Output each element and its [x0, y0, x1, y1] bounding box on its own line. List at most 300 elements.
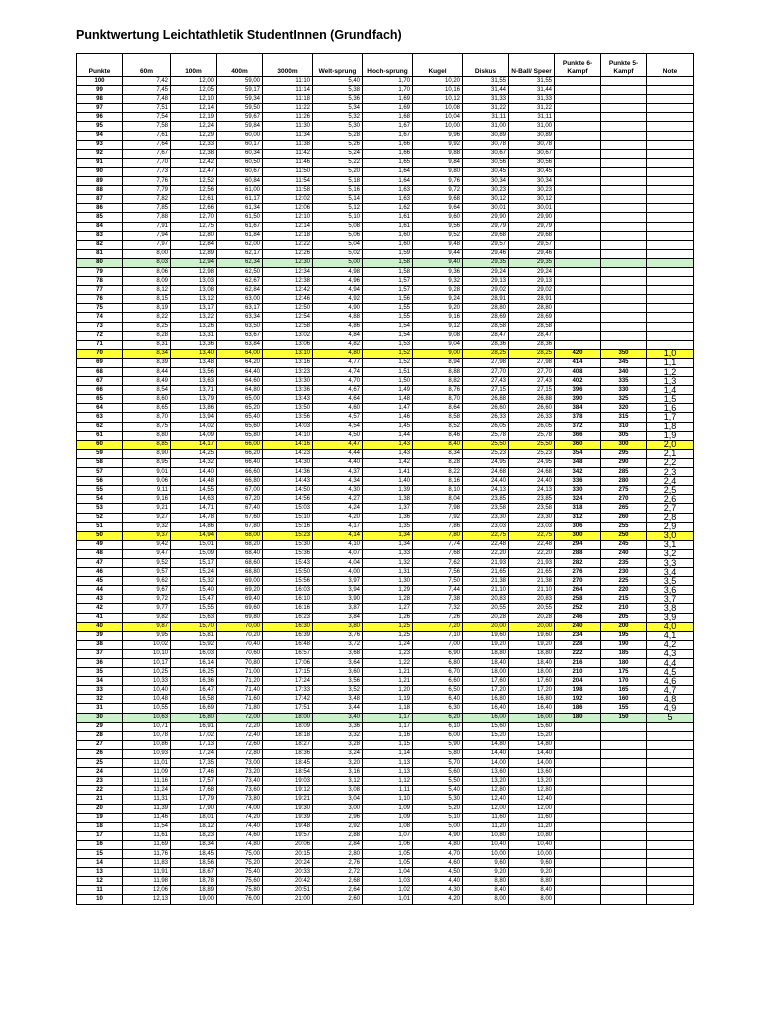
- cell-long-jump: 2,92: [313, 822, 363, 831]
- cell-100m: 12,84: [171, 240, 217, 249]
- cell-shot-put: 10,04: [413, 113, 463, 122]
- cell-points: 44: [77, 586, 123, 595]
- cell-shot-put: 10,12: [413, 95, 463, 104]
- cell-grade: [647, 222, 694, 231]
- table-row: [77, 749, 694, 758]
- cell-high-jump: 1,63: [363, 195, 413, 204]
- cell-3000m: 15:50: [263, 568, 313, 577]
- cell-points: 64: [77, 404, 123, 413]
- cell-3000m: 18:18: [263, 731, 313, 740]
- cell-discus: 28,80: [463, 304, 509, 313]
- cell-100m: 15,47: [171, 595, 217, 604]
- cell-60m: 9,57: [123, 568, 171, 577]
- cell-400m: 69,00: [217, 577, 263, 586]
- cell-long-jump: 3,68: [313, 649, 363, 658]
- cell-high-jump: 1,17: [363, 722, 413, 731]
- cell-high-jump: 1,23: [363, 649, 413, 658]
- cell-discus: 22,48: [463, 540, 509, 549]
- cell-high-jump: 1,34: [363, 540, 413, 549]
- cell-points: 24: [77, 768, 123, 777]
- cell-grade: 4,9: [647, 704, 694, 713]
- cell-long-jump: 3,36: [313, 722, 363, 731]
- cell-400m: 64,60: [217, 377, 263, 386]
- cell-heptathlon-points: [555, 731, 601, 740]
- cell-high-jump: 1,31: [363, 568, 413, 577]
- cell-3000m: 20:15: [263, 849, 313, 858]
- table-row: [77, 158, 694, 167]
- cell-long-jump: 4,90: [313, 304, 363, 313]
- cell-400m: 62,67: [217, 277, 263, 286]
- cell-grade: 3,2: [647, 549, 694, 558]
- cell-points: 18: [77, 822, 123, 831]
- table-row: [77, 868, 694, 877]
- cell-long-jump: 3,28: [313, 740, 363, 749]
- header-shot-put: Kugel: [413, 54, 463, 77]
- cell-ball-javelin: 9,60: [509, 859, 555, 868]
- cell-100m: 15,09: [171, 549, 217, 558]
- cell-400m: 62,00: [217, 240, 263, 249]
- cell-shot-put: 10,16: [413, 86, 463, 95]
- cell-60m: 7,85: [123, 204, 171, 213]
- cell-pentathlon-points: [601, 286, 647, 295]
- cell-long-jump: 4,86: [313, 322, 363, 331]
- cell-100m: 12,80: [171, 231, 217, 240]
- cell-grade: 2,4: [647, 477, 694, 486]
- cell-60m: 7,48: [123, 95, 171, 104]
- cell-long-jump: 5,26: [313, 140, 363, 149]
- cell-3000m: 12:18: [263, 231, 313, 240]
- cell-ball-javelin: 26,33: [509, 413, 555, 422]
- cell-3000m: 12:34: [263, 267, 313, 276]
- cell-grade: 1,5: [647, 395, 694, 404]
- table-row: [77, 340, 694, 349]
- cell-high-jump: 1,36: [363, 513, 413, 522]
- cell-high-jump: 1,32: [363, 558, 413, 567]
- cell-discus: 14,80: [463, 740, 509, 749]
- cell-discus: 16,00: [463, 713, 509, 722]
- table-row: [77, 804, 694, 813]
- cell-ball-javelin: 24,13: [509, 486, 555, 495]
- cell-100m: 13,56: [171, 368, 217, 377]
- cell-shot-put: 7,20: [413, 622, 463, 631]
- cell-400m: 67,20: [217, 495, 263, 504]
- cell-pentathlon-points: 235: [601, 558, 647, 567]
- cell-60m: 9,32: [123, 522, 171, 531]
- cell-shot-put: 9,20: [413, 304, 463, 313]
- cell-3000m: 13:06: [263, 340, 313, 349]
- cell-3000m: 15:43: [263, 558, 313, 567]
- table-row: [77, 722, 694, 731]
- cell-100m: 13,12: [171, 295, 217, 304]
- cell-points: 34: [77, 677, 123, 686]
- cell-ball-javelin: 25,50: [509, 440, 555, 449]
- cell-ball-javelin: 30,56: [509, 158, 555, 167]
- cell-60m: 7,76: [123, 177, 171, 186]
- cell-discus: 18,00: [463, 668, 509, 677]
- cell-400m: 73,80: [217, 795, 263, 804]
- cell-long-jump: 2,68: [313, 877, 363, 886]
- cell-long-jump: 3,00: [313, 804, 363, 813]
- cell-ball-javelin: 20,55: [509, 604, 555, 613]
- cell-60m: 7,54: [123, 113, 171, 122]
- cell-60m: 11,16: [123, 777, 171, 786]
- cell-ball-javelin: 14,40: [509, 749, 555, 758]
- cell-grade: 4,2: [647, 640, 694, 649]
- cell-pentathlon-points: [601, 140, 647, 149]
- cell-shot-put: 9,28: [413, 286, 463, 295]
- cell-high-jump: 1,51: [363, 368, 413, 377]
- cell-ball-javelin: 18,40: [509, 659, 555, 668]
- cell-high-jump: 1,50: [363, 377, 413, 386]
- cell-pentathlon-points: 345: [601, 358, 647, 367]
- cell-heptathlon-points: 354: [555, 449, 601, 458]
- cell-3000m: 11:14: [263, 86, 313, 95]
- cell-3000m: 13:10: [263, 349, 313, 358]
- cell-ball-javelin: 30,34: [509, 177, 555, 186]
- cell-400m: 66,40: [217, 458, 263, 467]
- cell-heptathlon-points: 420: [555, 349, 601, 358]
- cell-high-jump: 1,48: [363, 395, 413, 404]
- cell-shot-put: 7,44: [413, 586, 463, 595]
- cell-high-jump: 1,35: [363, 522, 413, 531]
- cell-ball-javelin: 29,79: [509, 222, 555, 231]
- cell-100m: 16,14: [171, 659, 217, 668]
- cell-pentathlon-points: [601, 822, 647, 831]
- cell-3000m: 18:54: [263, 768, 313, 777]
- cell-pentathlon-points: [601, 740, 647, 749]
- cell-pentathlon-points: [601, 731, 647, 740]
- cell-grade: 2,6: [647, 495, 694, 504]
- cell-pentathlon-points: 265: [601, 504, 647, 513]
- cell-60m: 9,87: [123, 622, 171, 631]
- cell-points: 28: [77, 731, 123, 740]
- cell-ball-javelin: 25,23: [509, 449, 555, 458]
- cell-high-jump: 1,42: [363, 458, 413, 467]
- table-row: [77, 677, 694, 686]
- cell-3000m: 16:03: [263, 586, 313, 595]
- table-row: [77, 704, 694, 713]
- cell-shot-put: 10,00: [413, 122, 463, 131]
- cell-3000m: 12:02: [263, 195, 313, 204]
- cell-100m: 16,25: [171, 668, 217, 677]
- cell-discus: 10,80: [463, 831, 509, 840]
- cell-high-jump: 1,16: [363, 731, 413, 740]
- cell-400m: 72,20: [217, 722, 263, 731]
- cell-shot-put: 9,08: [413, 331, 463, 340]
- cell-3000m: 19:39: [263, 813, 313, 822]
- cell-shot-put: 9,72: [413, 186, 463, 195]
- cell-heptathlon-points: [555, 104, 601, 113]
- header-high-jump: Hoch-sprung: [363, 54, 413, 77]
- cell-400m: 68,40: [217, 549, 263, 558]
- cell-high-jump: 1,63: [363, 186, 413, 195]
- cell-heptathlon-points: [555, 122, 601, 131]
- cell-100m: 16,58: [171, 695, 217, 704]
- cell-ball-javelin: 27,15: [509, 386, 555, 395]
- cell-points: 84: [77, 222, 123, 231]
- cell-points: 25: [77, 759, 123, 768]
- cell-3000m: 11:42: [263, 149, 313, 158]
- table-row: [77, 522, 694, 531]
- cell-60m: 9,52: [123, 558, 171, 567]
- cell-high-jump: 1,59: [363, 249, 413, 258]
- cell-long-jump: 3,20: [313, 759, 363, 768]
- table-row: [77, 813, 694, 822]
- cell-high-jump: 1,01: [363, 895, 413, 904]
- cell-60m: 10,48: [123, 695, 171, 704]
- cell-shot-put: 9,24: [413, 295, 463, 304]
- cell-3000m: 13:30: [263, 377, 313, 386]
- cell-grade: 3,3: [647, 558, 694, 567]
- cell-3000m: 13:16: [263, 358, 313, 367]
- table-row: [77, 304, 694, 313]
- cell-shot-put: 8,16: [413, 477, 463, 486]
- table-row: [77, 349, 694, 358]
- cell-400m: 59,67: [217, 113, 263, 122]
- cell-60m: 9,95: [123, 631, 171, 640]
- cell-ball-javelin: 13,60: [509, 768, 555, 777]
- cell-long-jump: 3,44: [313, 704, 363, 713]
- table-row: [77, 231, 694, 240]
- cell-shot-put: 5,60: [413, 768, 463, 777]
- table-row: [77, 413, 694, 422]
- cell-pentathlon-points: [601, 813, 647, 822]
- cell-grade: [647, 177, 694, 186]
- cell-shot-put: 9,80: [413, 167, 463, 176]
- cell-high-jump: 1,69: [363, 95, 413, 104]
- table-row: [77, 486, 694, 495]
- cell-grade: 3,1: [647, 540, 694, 549]
- cell-discus: 23,85: [463, 495, 509, 504]
- cell-heptathlon-points: [555, 195, 601, 204]
- cell-points: 62: [77, 422, 123, 431]
- cell-100m: 12,14: [171, 104, 217, 113]
- table-row: [77, 249, 694, 258]
- cell-long-jump: 3,40: [313, 713, 363, 722]
- cell-high-jump: 1,13: [363, 768, 413, 777]
- cell-ball-javelin: 21,10: [509, 586, 555, 595]
- cell-100m: 13,94: [171, 413, 217, 422]
- cell-grade: [647, 122, 694, 131]
- cell-grade: [647, 240, 694, 249]
- header-pentathlon-points: Punkte 5-Kampf: [601, 54, 647, 77]
- cell-pentathlon-points: [601, 749, 647, 758]
- table-row: [77, 504, 694, 513]
- cell-heptathlon-points: [555, 295, 601, 304]
- table-row: [77, 695, 694, 704]
- cell-discus: 20,83: [463, 595, 509, 604]
- header-heptathlon-points: Punkte 6-Kampf: [555, 54, 601, 77]
- cell-60m: 10,86: [123, 740, 171, 749]
- cell-pentathlon-points: 190: [601, 640, 647, 649]
- cell-long-jump: 2,96: [313, 813, 363, 822]
- cell-ball-javelin: 11,20: [509, 822, 555, 831]
- cell-100m: 13,71: [171, 386, 217, 395]
- cell-100m: 16,03: [171, 649, 217, 658]
- table-row: [77, 740, 694, 749]
- cell-shot-put: 4,60: [413, 859, 463, 868]
- cell-heptathlon-points: 336: [555, 477, 601, 486]
- cell-long-jump: 3,84: [313, 613, 363, 622]
- cell-3000m: 18:36: [263, 749, 313, 758]
- cell-long-jump: 4,17: [313, 522, 363, 531]
- cell-pentathlon-points: [601, 122, 647, 131]
- cell-100m: 15,32: [171, 577, 217, 586]
- cell-long-jump: 5,18: [313, 177, 363, 186]
- cell-points: 27: [77, 740, 123, 749]
- cell-100m: 18,78: [171, 877, 217, 886]
- cell-shot-put: 7,68: [413, 549, 463, 558]
- cell-400m: 64,80: [217, 386, 263, 395]
- cell-100m: 15,63: [171, 613, 217, 622]
- cell-100m: 15,70: [171, 622, 217, 631]
- cell-400m: 70,40: [217, 640, 263, 649]
- cell-ball-javelin: 19,20: [509, 640, 555, 649]
- cell-3000m: 12:10: [263, 213, 313, 222]
- cell-3000m: 20:51: [263, 886, 313, 895]
- cell-3000m: 14:10: [263, 431, 313, 440]
- cell-long-jump: 5,38: [313, 86, 363, 95]
- cell-high-jump: 1,25: [363, 631, 413, 640]
- cell-discus: 21,38: [463, 577, 509, 586]
- cell-shot-put: 10,08: [413, 104, 463, 113]
- cell-60m: 8,60: [123, 395, 171, 404]
- header-points: Punkte: [77, 54, 123, 77]
- cell-shot-put: 8,28: [413, 458, 463, 467]
- cell-points: 14: [77, 859, 123, 868]
- cell-shot-put: 8,64: [413, 404, 463, 413]
- cell-high-jump: 1,70: [363, 86, 413, 95]
- cell-shot-put: 8,58: [413, 413, 463, 422]
- cell-400m: 65,80: [217, 431, 263, 440]
- cell-60m: 9,37: [123, 531, 171, 540]
- cell-discus: 14,00: [463, 759, 509, 768]
- cell-high-jump: 1,55: [363, 313, 413, 322]
- cell-high-jump: 1,27: [363, 604, 413, 613]
- cell-discus: 20,28: [463, 613, 509, 622]
- cell-points: 16: [77, 840, 123, 849]
- cell-discus: 13,60: [463, 768, 509, 777]
- cell-points: 23: [77, 777, 123, 786]
- points-table: [76, 53, 694, 905]
- cell-long-jump: 3,80: [313, 622, 363, 631]
- table-row: [77, 313, 694, 322]
- cell-3000m: 13:23: [263, 368, 313, 377]
- table-row: [77, 140, 694, 149]
- cell-grade: [647, 131, 694, 140]
- cell-heptathlon-points: [555, 286, 601, 295]
- cell-60m: 9,67: [123, 586, 171, 595]
- cell-heptathlon-points: 348: [555, 458, 601, 467]
- cell-pentathlon-points: 200: [601, 622, 647, 631]
- cell-ball-javelin: 18,80: [509, 649, 555, 658]
- cell-points: 89: [77, 177, 123, 186]
- cell-high-jump: 1,38: [363, 495, 413, 504]
- cell-grade: 1,9: [647, 431, 694, 440]
- table-row: [77, 204, 694, 213]
- cell-heptathlon-points: [555, 95, 601, 104]
- cell-points: 26: [77, 749, 123, 758]
- table-row: [77, 322, 694, 331]
- cell-discus: 27,70: [463, 368, 509, 377]
- cell-long-jump: 4,07: [313, 549, 363, 558]
- cell-ball-javelin: 23,58: [509, 504, 555, 513]
- cell-60m: 10,17: [123, 659, 171, 668]
- cell-long-jump: 4,92: [313, 295, 363, 304]
- cell-60m: 9,82: [123, 613, 171, 622]
- cell-60m: 8,80: [123, 431, 171, 440]
- cell-shot-put: 4,80: [413, 840, 463, 849]
- cell-60m: 7,61: [123, 131, 171, 140]
- header-discus: Diskus: [463, 54, 509, 77]
- cell-100m: 17,46: [171, 768, 217, 777]
- cell-400m: 70,00: [217, 622, 263, 631]
- cell-3000m: 21:00: [263, 895, 313, 904]
- cell-100m: 18,23: [171, 831, 217, 840]
- cell-400m: 59,00: [217, 77, 263, 86]
- cell-ball-javelin: 15,60: [509, 722, 555, 731]
- cell-grade: 3,0: [647, 531, 694, 540]
- cell-points: 68: [77, 368, 123, 377]
- cell-400m: 67,40: [217, 504, 263, 513]
- cell-100m: 14,94: [171, 531, 217, 540]
- cell-60m: 8,34: [123, 349, 171, 358]
- cell-points: 95: [77, 122, 123, 131]
- cell-60m: 10,40: [123, 686, 171, 695]
- cell-pentathlon-points: 210: [601, 604, 647, 613]
- cell-ball-javelin: 27,43: [509, 377, 555, 386]
- cell-grade: 3,5: [647, 577, 694, 586]
- cell-400m: 69,60: [217, 604, 263, 613]
- cell-discus: 21,65: [463, 568, 509, 577]
- cell-long-jump: 3,56: [313, 677, 363, 686]
- cell-100m: 13,40: [171, 349, 217, 358]
- cell-60m: 7,58: [123, 122, 171, 131]
- cell-60m: 11,83: [123, 859, 171, 868]
- cell-100m: 12,19: [171, 113, 217, 122]
- table-row: [77, 568, 694, 577]
- cell-ball-javelin: 21,93: [509, 558, 555, 567]
- cell-100m: 15,17: [171, 558, 217, 567]
- cell-60m: 9,47: [123, 549, 171, 558]
- cell-60m: 11,98: [123, 877, 171, 886]
- cell-3000m: 13:50: [263, 404, 313, 413]
- cell-grade: [647, 868, 694, 877]
- cell-pentathlon-points: 290: [601, 458, 647, 467]
- table-row: [77, 213, 694, 222]
- cell-heptathlon-points: [555, 777, 601, 786]
- cell-60m: 8,19: [123, 304, 171, 313]
- cell-heptathlon-points: 360: [555, 440, 601, 449]
- cell-pentathlon-points: 245: [601, 540, 647, 549]
- cell-100m: 14,48: [171, 477, 217, 486]
- cell-points: 30: [77, 713, 123, 722]
- cell-3000m: 14:23: [263, 449, 313, 458]
- cell-3000m: 15:16: [263, 522, 313, 531]
- cell-grade: 2,8: [647, 513, 694, 522]
- cell-discus: 17,60: [463, 677, 509, 686]
- cell-shot-put: 8,52: [413, 422, 463, 431]
- cell-pentathlon-points: [601, 840, 647, 849]
- cell-pentathlon-points: [601, 322, 647, 331]
- table-row: [77, 558, 694, 567]
- cell-400m: 75,80: [217, 886, 263, 895]
- cell-heptathlon-points: 276: [555, 568, 601, 577]
- table-row: [77, 495, 694, 504]
- cell-heptathlon-points: 366: [555, 431, 601, 440]
- cell-high-jump: 1,47: [363, 404, 413, 413]
- cell-grade: [647, 740, 694, 749]
